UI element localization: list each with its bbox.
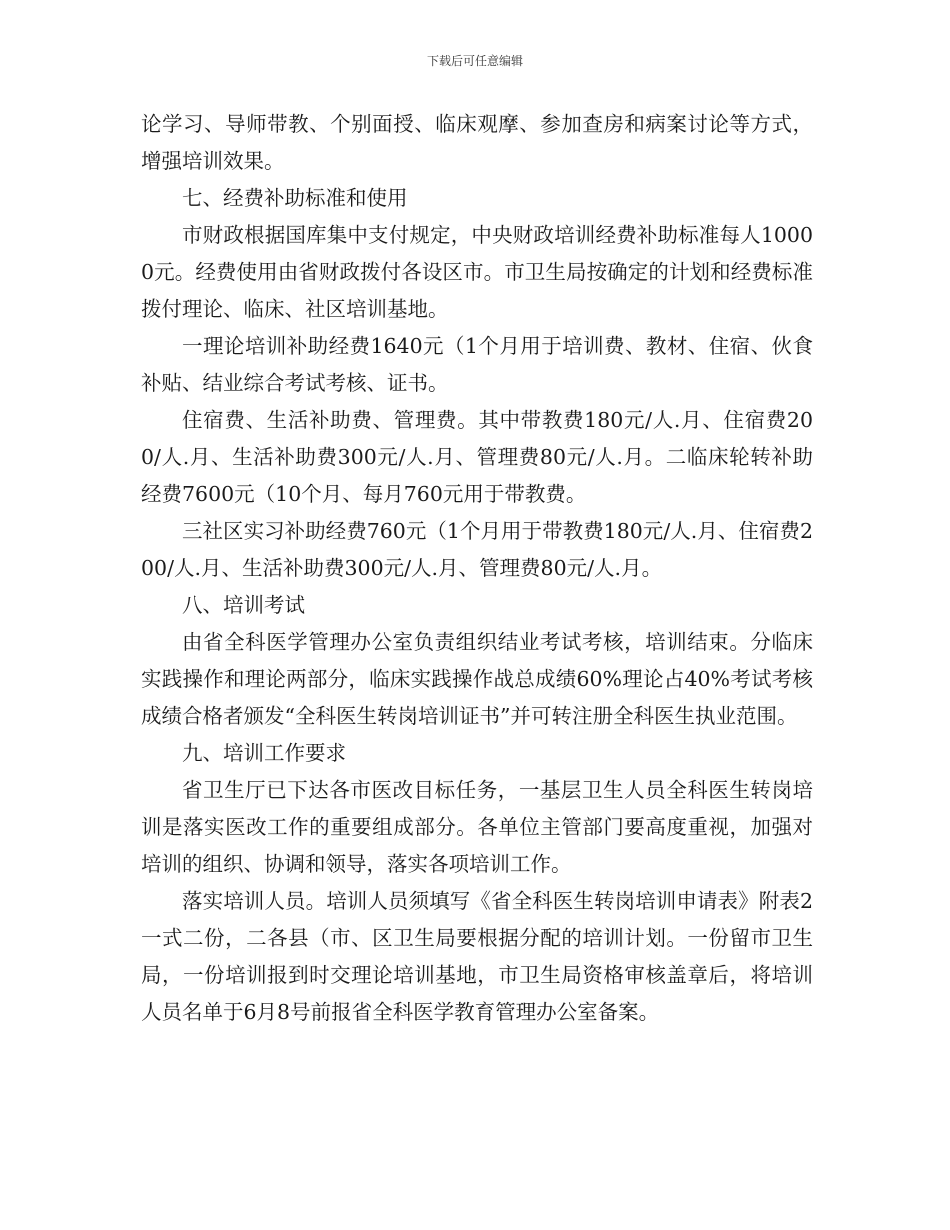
section-heading-funding: 七、经费补助标准和使用 <box>182 186 408 210</box>
paragraph-community-funding: 三社区实习补助经费760元（1个月用于带教费180元/人.月、住宿费200/人.月、生活补助费300元/人.月、管理费80元/人.月。 <box>141 519 813 580</box>
section-heading-requirements: 九、培训工作要求 <box>182 741 346 765</box>
document-body <box>141 106 813 1031</box>
paragraph-training-methods: 论学习、导师带教、个别面授、临床观摩、参加查房和病案讨论等方式，增强培训效果。 <box>141 112 813 173</box>
paragraph-clinical-funding: 住宿费、生活补助费、管理费。其中带教费180元/人.月、住宿费200/人.月、生活补助费300元/人.月、管理费80元/人.月。二临床轮转补助经费7600元（10个月、每月760元用于带教费。 <box>141 408 813 506</box>
paragraph-trainee-registration: 落实培训人员。培训人员须填写《省全科医生转岗培训申请表》附表2一式二份，二各县（市、区卫生局要根据分配的培训计划。一份留市卫生局，一份培训报到时交理论培训基地，市卫生局资格审核盖章后，将培训人员名单于6月8号前报省全科医学教育管理办公室备案。 <box>141 889 813 1024</box>
paragraph-theory-funding: 一理论培训补助经费1640元（1个月用于培训费、教材、住宿、伙食补贴、结业综合考试考核、证书。 <box>141 334 813 395</box>
paragraph-requirements: 省卫生厅已下达各市医改目标任务，一基层卫生人员全科医生转岗培训是落实医改工作的重要组成部分。各单位主管部门要高度重视，加强对培训的组织、协调和领导，落实各项培训工作。 <box>141 778 813 876</box>
paragraph-funding-standard: 市财政根据国库集中支付规定，中央财政培训经费补助标准每人10000元。经费使用由省财政拨付各设区市。市卫生局按确定的计划和经费标准拨付理论、临床、社区培训基地。 <box>141 223 813 321</box>
page-header-note: 下载后可任意编辑 <box>426 54 523 68</box>
paragraph-exam: 由省全科医学管理办公室负责组织结业考试考核，培训结束。分临床实践操作和理论两部分，临床实践操作战总成绩60%理论占40%考试考核成绩合格者颁发“全科医生转岗培训证书”并可转注册全科医生执业范围。 <box>141 630 813 728</box>
section-heading-exam: 八、培训考试 <box>182 593 305 617</box>
